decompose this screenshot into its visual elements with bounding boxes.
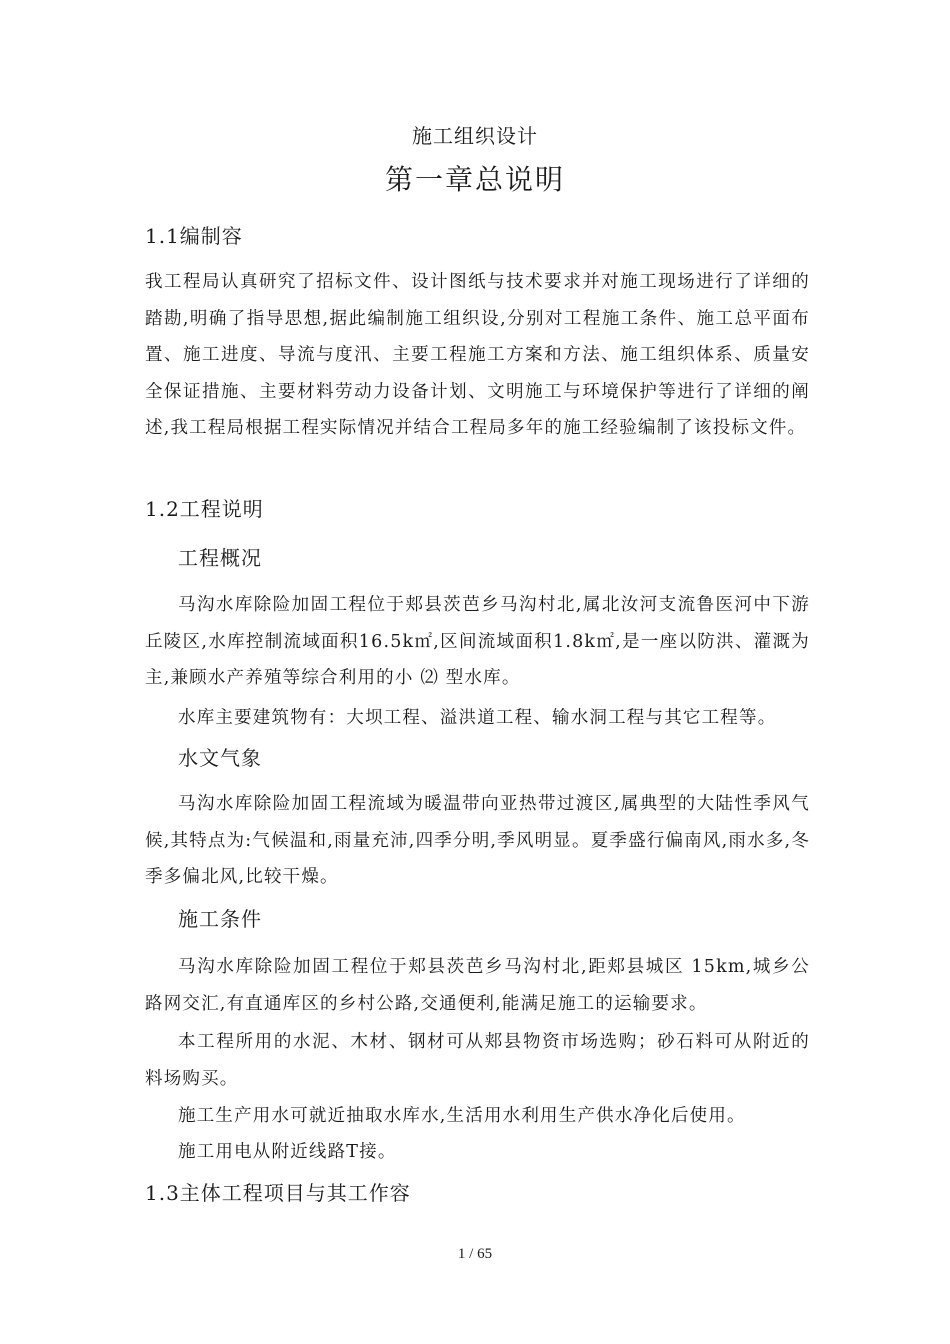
section-heading-1-1: 1.1编制容 <box>145 224 243 248</box>
conditions-paragraph-1: 马沟水库除险加固工程位于郏县茨芭乡马沟村北,距郏县城区 15km,城乡公路网交汇,有直通库区的乡村公路,交通便利,能满足施工的运输要求。 <box>145 957 810 1014</box>
section-heading-1-3: 1.3主体工程项目与其工作容 <box>145 1181 411 1205</box>
hydrology-paragraph-1: 马沟水库除险加固工程流域为暖温带向亚热带过渡区,属典型的大陆性季风气候,其特点为:气候温和,雨量充沛,四季分明,季风明显。夏季盛行偏南风,雨水多,冬季多偏北风,比较干燥。 <box>145 794 810 887</box>
overview-paragraph-1: 马沟水库除险加固工程位于郏县茨芭乡马沟村北,属北汝河支流鲁医河中下游丘陵区,水库控制流域面积16.5k㎡,区间流域面积1.8k㎡,是一座以防洪、灌溉为主,兼顾水产养殖等综合利用的小 ⑵ 型水库。 <box>145 595 810 688</box>
section-heading-1-2: 1.2工程说明 <box>145 497 264 521</box>
subsection-heading-overview: 工程概况 <box>178 546 262 570</box>
overview-paragraph-2: 水库主要建筑物有：大坝工程、溢洪道工程、输水洞工程与其它工程等。 <box>178 708 777 728</box>
conditions-paragraph-2: 本工程所用的水泥、木材、钢材可从郏县物资市场选购；砂石料可从附近的料场购买。 <box>145 1032 810 1089</box>
conditions-paragraph-3: 施工生产用水可就近抽取水库水,生活用水利用生产供水净化后使用。 <box>178 1106 746 1126</box>
section-1-1-paragraph: 我工程局认真研究了招标文件、设计图纸与技术要求并对施工现场进行了详细的踏勘,明确了指导思想,据此编制施工组织设,分别对工程施工条件、施工总平面布置、施工进度、导流与度汛、主要工程施工方案和方法、施工组织体系、质量安全保证措施、主要材料劳动力设备计划、文明施工与环境保护等进行了详细的阐述,我工程局根据工程实际情况并结合工程局多年的施工经验编制了该投标文件。 <box>145 272 810 438</box>
subsection-heading-hydrology: 水文气象 <box>178 746 262 770</box>
page-number: 1 / 65 <box>457 1246 493 1262</box>
subsection-heading-conditions: 施工条件 <box>178 907 262 931</box>
document-title: 施工组织设计 <box>412 124 538 148</box>
chapter-title: 第一章总说明 <box>384 163 565 196</box>
conditions-paragraph-4: 施工用电从附近线路T接。 <box>178 1142 397 1162</box>
